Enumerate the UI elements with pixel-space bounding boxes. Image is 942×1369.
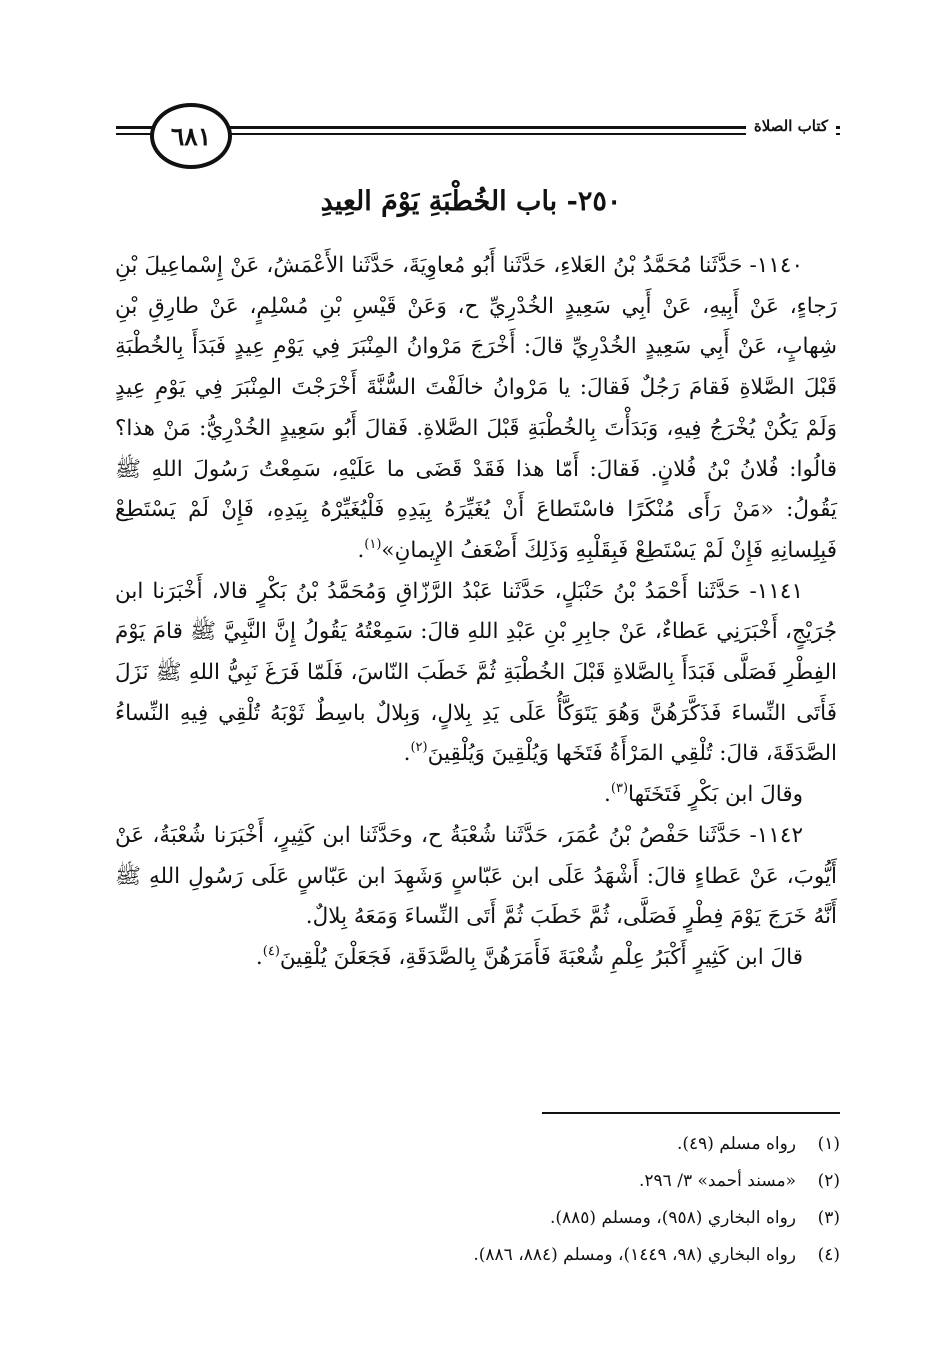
page-header [0,0,942,180]
footnote-item: (١)رواه مسلم (٤٩). [676,1134,840,1154]
footnote-item: (٣)رواه البخاري (٩٥٨)، ومسلم (٨٨٥). [549,1208,840,1228]
footnote-item: (٢)«مسند أحمد» ٣/ ٢٩٦. [638,1171,840,1191]
footnote-item: (٤)رواه البخاري (٩٨، ١٤٤٩)، ومسلم (٨٨٤، ٨٨٦). [473,1245,840,1265]
book-title: كتاب الصلاة [746,117,836,135]
hadith-1140: ١١٤٠- حَدَّثَنا مُحَمَّدُ بْنُ العَلاءِ، حَدَّثَنا أَبُو مُعاوِيَةَ، حَدَّثَنا الأَعْمَشُ، عَنْ إِسْماعِيلَ بْنِ رَجاءٍ، عَنْ أَبِيهِ، عَنْ أَبِي سَعِيدٍ الخُدْرِيِّ ح، وَعَنْ قَيْسِ بْنِ مُسْلِمٍ، عَنْ طارِقِ بْنِ شِهابٍ، عَنْ أَبِي سَعِيدٍ الخُدْرِيِّ قالَ: أَخْرَجَ مَرْوانُ المِنْبَرَ فِي يَوْمِ عِيدٍ فَبَدَأَ بِالخُطْبَةِ قَبْلَ الصَّلاةِ فَقامَ رَجُلٌ فَقالَ: يا مَرْوانُ خالَفْتَ السُّنَّةَ أَخْرَجْتَ المِنْبَرَ فِي يَوْمِ عِيدٍ وَلَمْ يَكُنْ يُخْرَجُ فِيهِ، وَبَدَأْتَ بِالخُطْبَةِ قَبْلَ الصَّلاةِ. فَقالَ أَبُو سَعِيدٍ الخُدْرِيُّ: مَنْ هذا؟ قالُوا: فُلانُ بْنُ فُلانٍ. فَقالَ: أَمّا هذا فَقَدْ قَضَى ما عَلَيْهِ، سَمِعْتُ رَسُولَ اللهِ ﷺ يَقُولُ: «مَنْ رَأَى مُنْكَرًا فاسْتَطاعَ أَنْ يُغَيِّرَهُ بِيَدِهِ فَلْيُغَيِّرْهُ بِيَدِهِ، فَإِنْ لَمْ يَسْتَطِعْ فَبِلِسانِهِ فَإِنْ لَمْ يَسْتَطِعْ فَبِقَلْبِهِ وَذَلِكَ أَضْعَفُ الإِيمانِ»$^{(١)}$. [115,253,837,563]
hadith-1141: ١١٤١- حَدَّثَنا أَحْمَدُ بْنُ حَنْبَلٍ، حَدَّثَنا عَبْدُ الرَّزّاقِ وَمُحَمَّدُ بْنُ بَكْرٍ قالا، أَخْبَرَنا ابن جُرَيْجٍ، أَخْبَرَنِي عَطاءٌ، عَنْ جابِرِ بْنِ عَبْدِ اللهِ قالَ: سَمِعْتُهُ يَقُولُ إِنَّ النَّبِيَّ ﷺ قامَ يَوْمَ الفِطْرِ فَصَلَّى فَبَدَأَ بِالصَّلاةِ قَبْلَ الخُطْبَةِ ثُمَّ خَطَبَ النّاسَ، فَلَمّا فَرَغَ نَبِيُّ اللهِ ﷺ نَزَلَ فَأَتَى النِّساءَ فَذَكَّرَهُنَّ وَهُوَ يَتَوَكَّأُ عَلَى يَدِ بِلالٍ، وَبِلالٌ باسِطٌ ثَوْبَهُ تُلْقِي فِيهِ النِّساءُ الصَّدَقَةَ، قالَ: تُلْقِي المَرْأَةُ فَتَخَها وَيُلْقِينَ وَيُلْقِينَ$^{(٢)}$. [115,578,837,767]
footnotes [200,1126,840,1274]
footnote-ref: (١) [364,536,382,552]
footnote-ref: (٤) [262,943,280,959]
hadith-1142-note: قالَ ابن كَثِيرٍ أَكْبَرُ عِلْمِ شُعْبَةَ فَأَمَرَهُنَّ بِالصَّدَقَةِ، فَجَعَلْنَ يُلْقِينَ$^{(٤)}$. [255,943,803,970]
footnote-ref: (٢) [410,740,428,756]
hadith-1142: ١١٤٢- حَدَّثَنا حَفْصُ بْنُ عُمَرَ، حَدَّثَنا شُعْبَةُ ح، وحَدَّثَنا ابن كَثِيرٍ، أَخْبَرَنا شُعْبَةُ، عَنْ أَيُّوبَ، عَنْ عَطاءٍ قالَ: أَشْهَدُ عَلَى ابن عَبّاسٍ وَشَهِدَ ابن عَبّاسٍ عَلَى رَسُولِ اللهِ ﷺ أَنَّهُ خَرَجَ يَوْمَ فِطْرٍ فَصَلَّى، ثُمَّ خَطَبَ ثُمَّ أَتَى النِّساءَ وَمَعَهُ بِلالٌ. [115,822,837,930]
hadith-1141-note: وقالَ ابن بَكْرٍ فَتَخَتَها$^{(٣)}$. [604,781,803,808]
footnote-ref: (٣) [610,781,629,797]
footnote-separator [542,1112,840,1114]
page-number: ٦٨١ [150,103,232,169]
main-text [115,246,837,979]
chapter-title: ٢٥٠- باب الخُطْبَةِ يَوْمَ العِيدِ [320,186,622,217]
